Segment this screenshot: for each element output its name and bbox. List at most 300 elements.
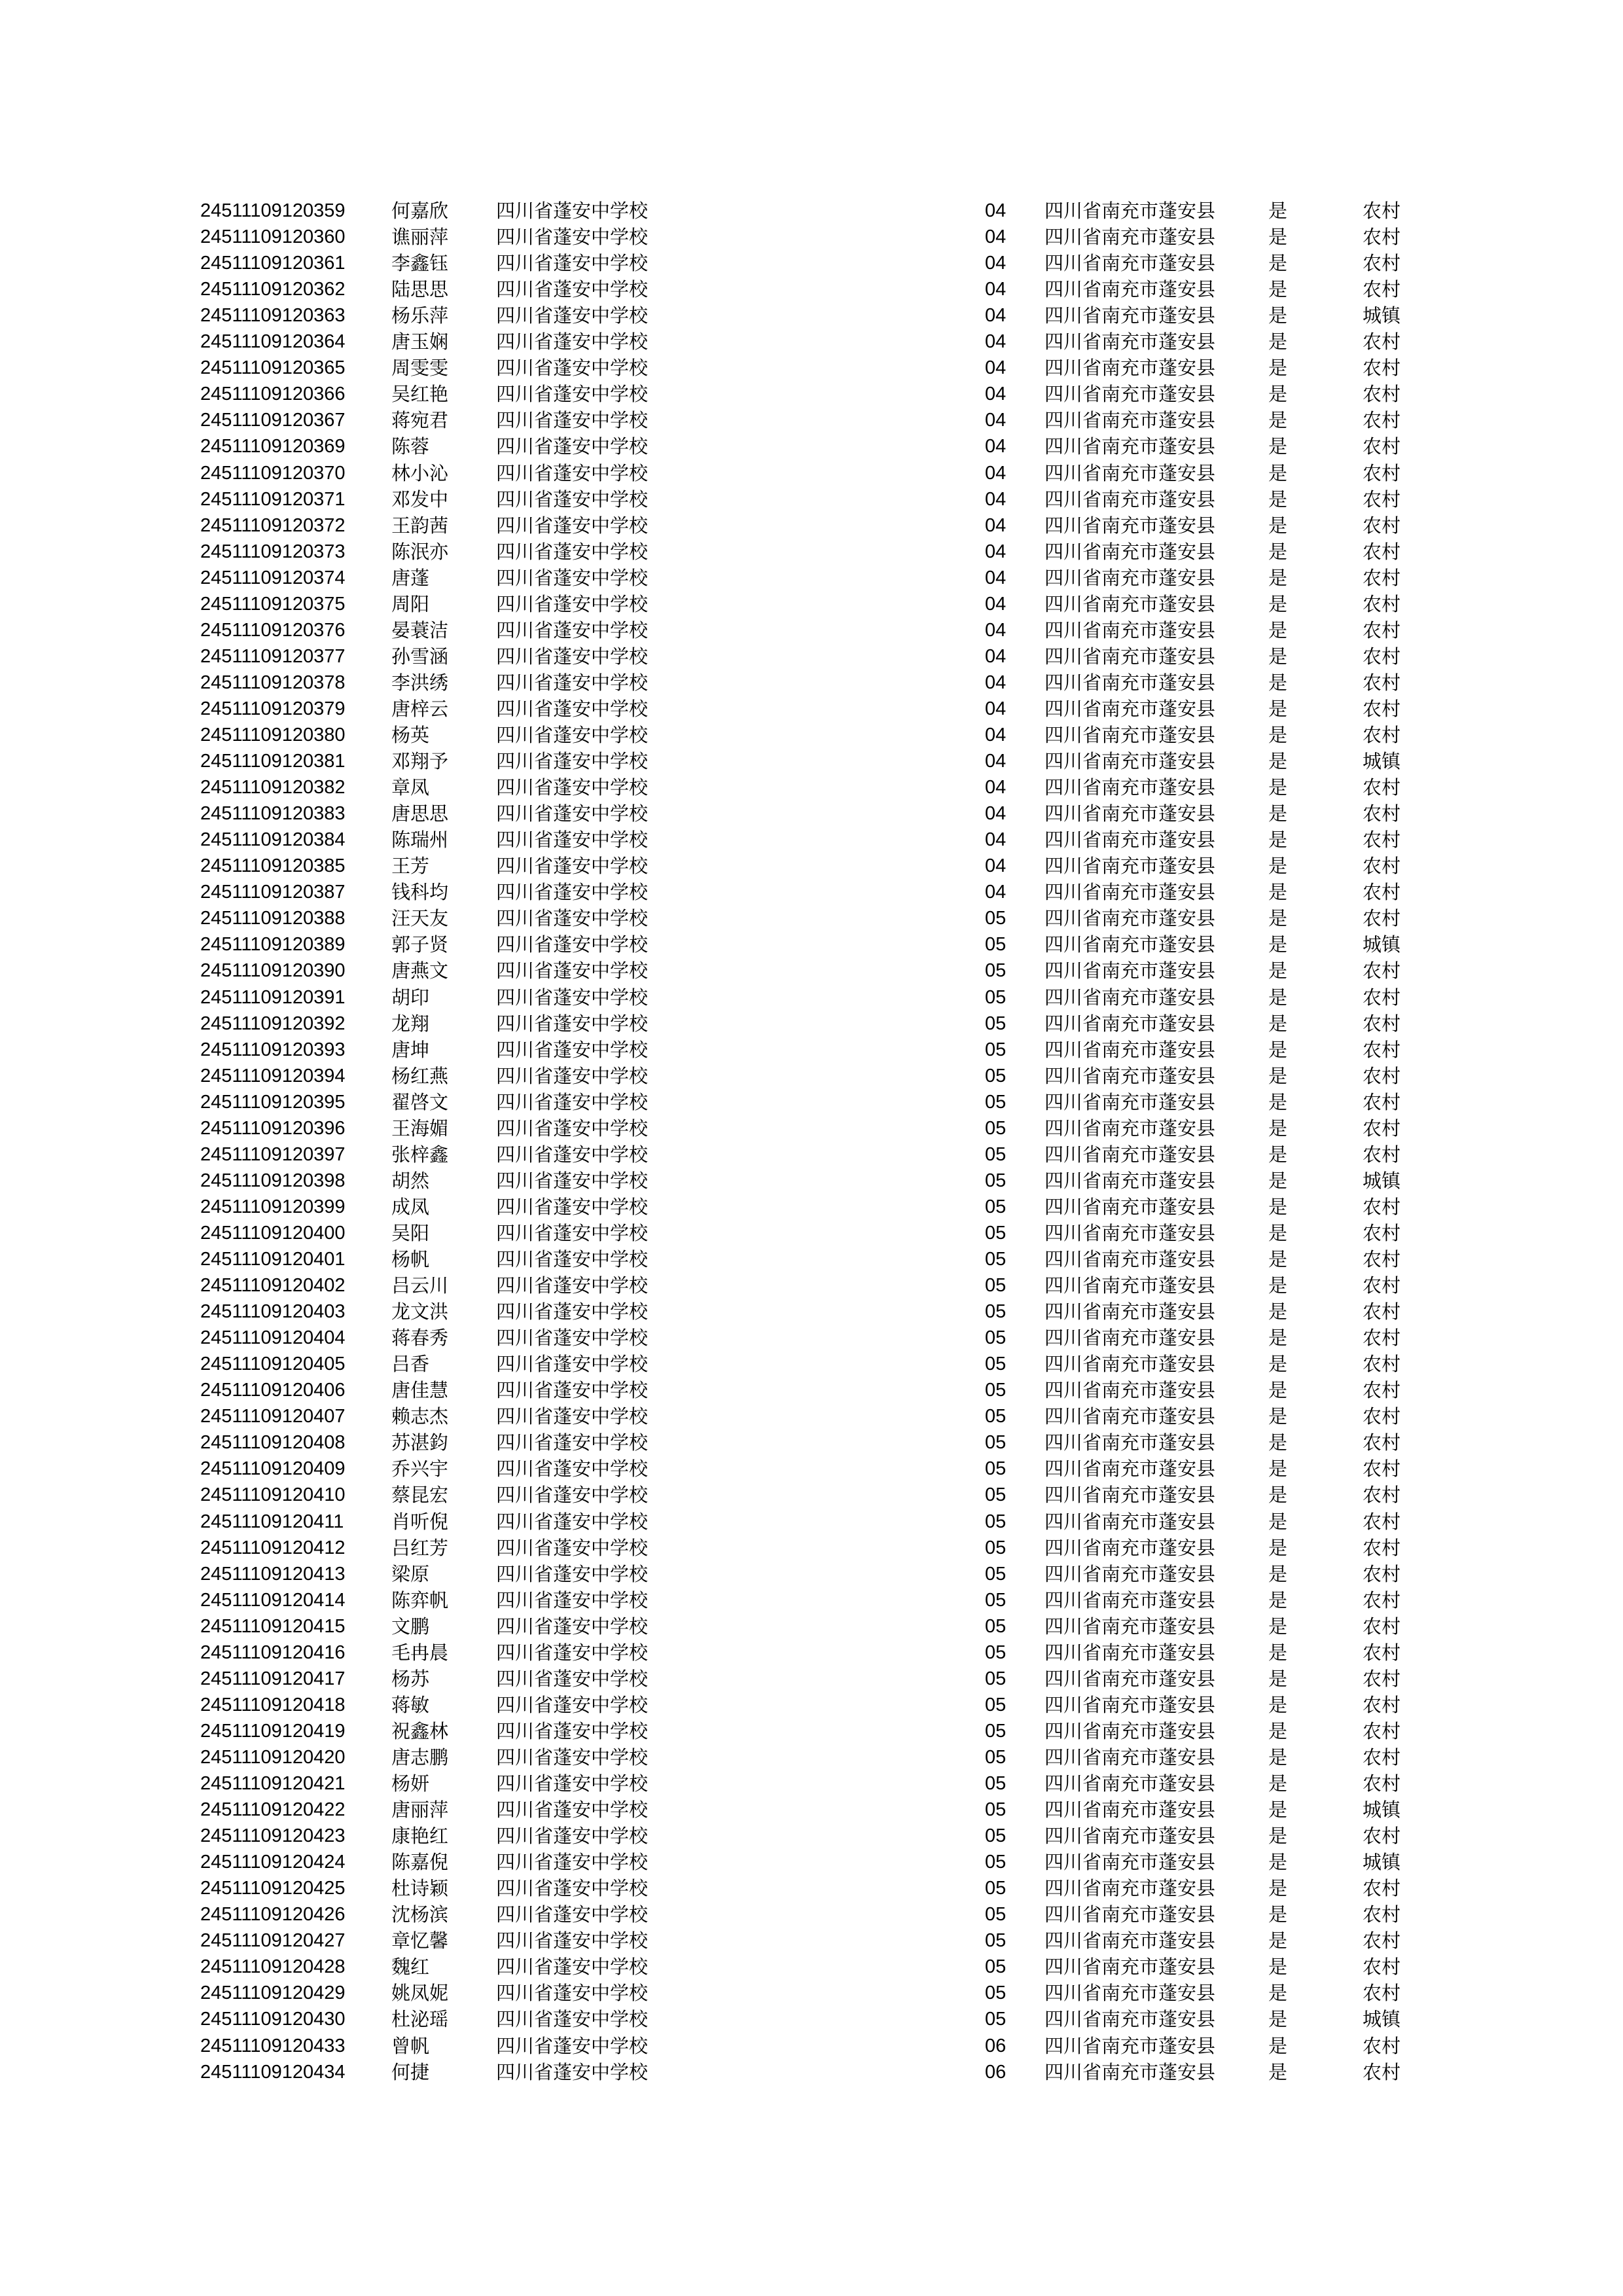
area-type-cell: 农村 (1363, 1746, 1401, 1768)
flag-cell: 是 (1268, 1694, 1288, 1716)
student-id-cell: 24511109120419 (200, 1721, 346, 1742)
region-cell: 四川省南充市蓬安县 (1044, 567, 1216, 589)
table-row (0, 1535, 1623, 1561)
class-code-cell: 04 (985, 410, 1007, 431)
class-code-cell: 05 (985, 1956, 1007, 1977)
flag-cell: 是 (1268, 1039, 1288, 1061)
region-cell: 四川省南充市蓬安县 (1044, 1720, 1216, 1742)
student-id-cell: 24511109120428 (200, 1956, 346, 1977)
region-cell: 四川省南充市蓬安县 (1044, 776, 1216, 798)
student-id-cell: 24511109120391 (200, 987, 346, 1008)
area-type-cell: 农村 (1363, 1589, 1401, 1611)
area-type-cell: 农村 (1363, 1877, 1401, 1899)
student-id-cell: 24511109120380 (200, 725, 346, 745)
school-cell: 四川省蓬安中学校 (496, 2035, 649, 2057)
school-cell: 四川省蓬安中学校 (496, 1851, 649, 1873)
region-cell: 四川省南充市蓬安县 (1044, 331, 1216, 353)
area-type-cell: 农村 (1363, 1982, 1401, 2004)
flag-cell: 是 (1268, 409, 1288, 431)
school-cell: 四川省蓬安中学校 (496, 1772, 649, 1795)
table-row (0, 1456, 1623, 1482)
table-row (0, 931, 1623, 958)
student-id-cell: 24511109120397 (200, 1144, 346, 1165)
table-row (0, 1587, 1623, 1613)
school-cell: 四川省蓬安中学校 (496, 304, 649, 327)
table-row (0, 565, 1623, 591)
region-cell: 四川省南充市蓬安县 (1044, 1274, 1216, 1297)
student-name-cell: 唐佳慧 (391, 1379, 449, 1401)
region-cell: 四川省南充市蓬安县 (1044, 802, 1216, 825)
school-cell: 四川省蓬安中学校 (496, 1641, 649, 1664)
class-code-cell: 04 (985, 436, 1007, 457)
class-code-cell: 05 (985, 1590, 1007, 1611)
student-name-cell: 章忆馨 (391, 1929, 449, 1952)
region-cell: 四川省南充市蓬安县 (1044, 1353, 1216, 1375)
student-id-cell: 24511109120406 (200, 1380, 346, 1401)
class-code-cell: 06 (985, 2036, 1007, 2056)
region-cell: 四川省南充市蓬安县 (1044, 252, 1216, 274)
school-cell: 四川省蓬安中学校 (496, 1117, 649, 1139)
flag-cell: 是 (1268, 619, 1288, 641)
school-cell: 四川省蓬安中学校 (496, 1353, 649, 1375)
student-name-cell: 谯丽萍 (391, 226, 449, 248)
student-id-cell: 24511109120366 (200, 384, 346, 404)
student-id-cell: 24511109120405 (200, 1354, 346, 1374)
school-cell: 四川省蓬安中学校 (496, 829, 649, 851)
student-id-cell: 24511109120399 (200, 1196, 346, 1217)
table-row (0, 1666, 1623, 1692)
table-row (0, 1875, 1623, 1901)
area-type-cell: 农村 (1363, 1013, 1401, 1035)
flag-cell: 是 (1268, 1458, 1288, 1480)
area-type-cell: 农村 (1363, 1458, 1401, 1480)
flag-cell: 是 (1268, 672, 1288, 694)
table-row (0, 1613, 1623, 1640)
area-type-cell: 农村 (1363, 1327, 1401, 1349)
student-name-cell: 张梓鑫 (391, 1143, 449, 1166)
class-code-cell: 05 (985, 1223, 1007, 1244)
table-row (0, 1220, 1623, 1246)
region-cell: 四川省南充市蓬安县 (1044, 1929, 1216, 1952)
class-code-cell: 05 (985, 1904, 1007, 1925)
student-id-cell: 24511109120396 (200, 1118, 346, 1139)
table-row (0, 1141, 1623, 1168)
flag-cell: 是 (1268, 1746, 1288, 1768)
area-type-cell: 农村 (1363, 278, 1401, 300)
flag-cell: 是 (1268, 829, 1288, 851)
area-type-cell: 农村 (1363, 462, 1401, 484)
school-cell: 四川省蓬安中学校 (496, 1065, 649, 1087)
student-id-cell: 24511109120372 (200, 515, 346, 536)
area-type-cell: 城镇 (1363, 1851, 1401, 1873)
student-name-cell: 郭子贤 (391, 933, 449, 956)
school-cell: 四川省蓬安中学校 (496, 1013, 649, 1035)
flag-cell: 是 (1268, 1563, 1288, 1585)
school-cell: 四川省蓬安中学校 (496, 567, 649, 589)
student-name-cell: 杨帆 (391, 1248, 430, 1270)
table-row (0, 1509, 1623, 1535)
area-type-cell: 农村 (1363, 1511, 1401, 1533)
area-type-cell: 农村 (1363, 881, 1401, 903)
class-code-cell: 05 (985, 1406, 1007, 1427)
student-name-cell: 何嘉欣 (391, 200, 449, 222)
area-type-cell: 农村 (1363, 672, 1401, 694)
flag-cell: 是 (1268, 933, 1288, 956)
table-row (0, 1011, 1623, 1037)
school-cell: 四川省蓬安中学校 (496, 933, 649, 956)
flag-cell: 是 (1268, 1641, 1288, 1664)
class-code-cell: 05 (985, 1825, 1007, 1846)
region-cell: 四川省南充市蓬安县 (1044, 1091, 1216, 1113)
region-cell: 四川省南充市蓬安县 (1044, 907, 1216, 929)
region-cell: 四川省南充市蓬安县 (1044, 1851, 1216, 1873)
student-id-cell: 24511109120434 (200, 2062, 346, 2083)
student-id-cell: 24511109120392 (200, 1013, 346, 1034)
area-type-cell: 农村 (1363, 1117, 1401, 1139)
area-type-cell: 农村 (1363, 1222, 1401, 1244)
table-row (0, 1063, 1623, 1089)
student-name-cell: 陈嘉倪 (391, 1851, 449, 1873)
region-cell: 四川省南充市蓬安县 (1044, 1694, 1216, 1716)
flag-cell: 是 (1268, 1300, 1288, 1323)
student-id-cell: 24511109120381 (200, 751, 346, 772)
student-id-cell: 24511109120398 (200, 1170, 346, 1191)
class-code-cell: 04 (985, 594, 1007, 615)
region-cell: 四川省南充市蓬安县 (1044, 1903, 1216, 1926)
student-id-cell: 24511109120408 (200, 1432, 346, 1453)
region-cell: 四川省南充市蓬安县 (1044, 593, 1216, 615)
class-code-cell: 05 (985, 1275, 1007, 1296)
school-cell: 四川省蓬安中学校 (496, 435, 649, 457)
student-name-cell: 杨苏 (391, 1668, 430, 1690)
area-type-cell: 农村 (1363, 357, 1401, 379)
region-cell: 四川省南充市蓬安县 (1044, 960, 1216, 982)
student-name-cell: 赖志杰 (391, 1405, 449, 1427)
school-cell: 四川省蓬安中学校 (496, 357, 649, 379)
student-name-cell: 唐坤 (391, 1039, 430, 1061)
school-cell: 四川省蓬安中学校 (496, 1537, 649, 1559)
class-code-cell: 04 (985, 698, 1007, 719)
class-code-cell: 04 (985, 279, 1007, 300)
flag-cell: 是 (1268, 1982, 1288, 2004)
area-type-cell: 城镇 (1363, 750, 1401, 772)
student-id-cell: 24511109120387 (200, 882, 346, 903)
class-code-cell: 05 (985, 1852, 1007, 1873)
student-id-cell: 24511109120376 (200, 620, 346, 641)
student-id-cell: 24511109120400 (200, 1223, 346, 1244)
region-cell: 四川省南充市蓬安县 (1044, 855, 1216, 877)
region-cell: 四川省南充市蓬安县 (1044, 2061, 1216, 2083)
school-cell: 四川省蓬安中学校 (496, 1222, 649, 1244)
student-name-cell: 李洪绣 (391, 672, 449, 694)
school-cell: 四川省蓬安中学校 (496, 1563, 649, 1585)
student-name-cell: 曾帆 (391, 2035, 430, 2057)
table-row (0, 250, 1623, 276)
school-cell: 四川省蓬安中学校 (496, 1720, 649, 1742)
student-name-cell: 蒋春秀 (391, 1327, 449, 1349)
area-type-cell: 农村 (1363, 1405, 1401, 1427)
area-type-cell: 农村 (1363, 567, 1401, 589)
class-code-cell: 05 (985, 1878, 1007, 1899)
flag-cell: 是 (1268, 1484, 1288, 1506)
area-type-cell: 农村 (1363, 200, 1401, 222)
student-id-cell: 24511109120417 (200, 1668, 346, 1689)
flag-cell: 是 (1268, 1537, 1288, 1559)
table-row (0, 748, 1623, 774)
student-id-cell: 24511109120404 (200, 1327, 346, 1348)
school-cell: 四川省蓬安中学校 (496, 1615, 649, 1638)
region-cell: 四川省南充市蓬安县 (1044, 1170, 1216, 1192)
school-cell: 四川省蓬安中学校 (496, 855, 649, 877)
class-code-cell: 04 (985, 829, 1007, 850)
area-type-cell: 农村 (1363, 383, 1401, 405)
school-cell: 四川省蓬安中学校 (496, 1431, 649, 1454)
region-cell: 四川省南充市蓬安县 (1044, 1746, 1216, 1768)
student-name-cell: 龙翔 (391, 1013, 430, 1035)
class-code-cell: 05 (985, 1039, 1007, 1060)
area-type-cell: 农村 (1363, 1903, 1401, 1926)
table-row (0, 2033, 1623, 2059)
school-cell: 四川省蓬安中学校 (496, 1196, 649, 1218)
area-type-cell: 农村 (1363, 2035, 1401, 2057)
class-code-cell: 05 (985, 1511, 1007, 1532)
area-type-cell: 农村 (1363, 1484, 1401, 1506)
table-row (0, 1561, 1623, 1587)
student-id-cell: 24511109120420 (200, 1747, 346, 1768)
region-cell: 四川省南充市蓬安县 (1044, 1484, 1216, 1506)
flag-cell: 是 (1268, 1379, 1288, 1401)
area-type-cell: 农村 (1363, 1641, 1401, 1664)
student-id-cell: 24511109120401 (200, 1249, 346, 1270)
area-type-cell: 农村 (1363, 776, 1401, 798)
student-name-cell: 翟啓文 (391, 1091, 449, 1113)
student-id-cell: 24511109120423 (200, 1825, 346, 1846)
student-name-cell: 吴红艳 (391, 383, 449, 405)
region-cell: 四川省南充市蓬安县 (1044, 1248, 1216, 1270)
class-code-cell: 04 (985, 489, 1007, 510)
school-cell: 四川省蓬安中学校 (496, 802, 649, 825)
student-name-cell: 陈瑞州 (391, 829, 449, 851)
flag-cell: 是 (1268, 226, 1288, 248)
flag-cell: 是 (1268, 645, 1288, 668)
table-row (0, 1770, 1623, 1797)
area-type-cell: 农村 (1363, 541, 1401, 563)
flag-cell: 是 (1268, 1248, 1288, 1270)
flag-cell: 是 (1268, 1431, 1288, 1454)
school-cell: 四川省蓬安中学校 (496, 1143, 649, 1166)
flag-cell: 是 (1268, 1825, 1288, 1847)
school-cell: 四川省蓬安中学校 (496, 881, 649, 903)
flag-cell: 是 (1268, 1274, 1288, 1297)
student-name-cell: 吕云川 (391, 1274, 449, 1297)
flag-cell: 是 (1268, 1799, 1288, 1821)
table-row (0, 958, 1623, 984)
class-code-cell: 05 (985, 1458, 1007, 1479)
region-cell: 四川省南充市蓬安县 (1044, 488, 1216, 511)
area-type-cell: 农村 (1363, 802, 1401, 825)
flag-cell: 是 (1268, 724, 1288, 746)
class-code-cell: 05 (985, 908, 1007, 929)
school-cell: 四川省蓬安中学校 (496, 1405, 649, 1427)
area-type-cell: 农村 (1363, 226, 1401, 248)
area-type-cell: 农村 (1363, 1039, 1401, 1061)
class-code-cell: 06 (985, 2062, 1007, 2083)
class-code-cell: 04 (985, 646, 1007, 667)
flag-cell: 是 (1268, 435, 1288, 457)
table-row (0, 539, 1623, 565)
area-type-cell: 农村 (1363, 409, 1401, 431)
school-cell: 四川省蓬安中学校 (496, 200, 649, 222)
region-cell: 四川省南充市蓬安县 (1044, 1117, 1216, 1139)
flag-cell: 是 (1268, 1929, 1288, 1952)
flag-cell: 是 (1268, 1903, 1288, 1926)
region-cell: 四川省南充市蓬安县 (1044, 750, 1216, 772)
student-name-cell: 邓翔予 (391, 750, 449, 772)
student-name-cell: 吴阳 (391, 1222, 430, 1244)
table-row (0, 1299, 1623, 1325)
class-code-cell: 05 (985, 934, 1007, 955)
school-cell: 四川省蓬安中学校 (496, 2061, 649, 2083)
school-cell: 四川省蓬安中学校 (496, 1982, 649, 2004)
class-code-cell: 04 (985, 305, 1007, 326)
region-cell: 四川省南充市蓬安县 (1044, 1511, 1216, 1533)
area-type-cell: 农村 (1363, 724, 1401, 746)
region-cell: 四川省南充市蓬安县 (1044, 304, 1216, 327)
region-cell: 四川省南充市蓬安县 (1044, 1615, 1216, 1638)
table-row (0, 1823, 1623, 1849)
student-name-cell: 李鑫钰 (391, 252, 449, 274)
table-row (0, 670, 1623, 696)
table-row (0, 302, 1623, 329)
area-type-cell: 农村 (1363, 2061, 1401, 2083)
school-cell: 四川省蓬安中学校 (496, 1929, 649, 1952)
school-cell: 四川省蓬安中学校 (496, 462, 649, 484)
student-id-cell: 24511109120416 (200, 1642, 346, 1663)
region-cell: 四川省南充市蓬安县 (1044, 226, 1216, 248)
class-code-cell: 05 (985, 1249, 1007, 1270)
student-name-cell: 邓发中 (391, 488, 449, 511)
table-row (0, 1377, 1623, 1403)
class-code-cell: 05 (985, 1799, 1007, 1820)
student-id-cell: 24511109120414 (200, 1590, 346, 1611)
region-cell: 四川省南充市蓬安县 (1044, 1668, 1216, 1690)
area-type-cell: 农村 (1363, 1694, 1401, 1716)
region-cell: 四川省南充市蓬安县 (1044, 698, 1216, 720)
student-id-cell: 24511109120402 (200, 1275, 346, 1296)
table-row (0, 827, 1623, 853)
flag-cell: 是 (1268, 2035, 1288, 2057)
school-cell: 四川省蓬安中学校 (496, 409, 649, 431)
table-row (0, 1640, 1623, 1666)
area-type-cell: 农村 (1363, 1772, 1401, 1795)
student-id-cell: 24511109120384 (200, 829, 346, 850)
area-type-cell: 农村 (1363, 1668, 1401, 1690)
region-cell: 四川省南充市蓬安县 (1044, 1039, 1216, 1061)
student-id-cell: 24511109120379 (200, 698, 346, 719)
school-cell: 四川省蓬安中学校 (496, 1589, 649, 1611)
table-row (0, 276, 1623, 302)
table-row (0, 1089, 1623, 1115)
school-cell: 四川省蓬安中学校 (496, 1484, 649, 1506)
table-row (0, 198, 1623, 224)
class-code-cell: 05 (985, 1327, 1007, 1348)
area-type-cell: 农村 (1363, 514, 1401, 537)
flag-cell: 是 (1268, 462, 1288, 484)
region-cell: 四川省南充市蓬安县 (1044, 383, 1216, 405)
table-row (0, 905, 1623, 931)
region-cell: 四川省南充市蓬安县 (1044, 1825, 1216, 1847)
class-code-cell: 04 (985, 882, 1007, 903)
table-row (0, 591, 1623, 617)
school-cell: 四川省蓬安中学校 (496, 1668, 649, 1690)
student-id-cell: 24511109120367 (200, 410, 346, 431)
class-code-cell: 04 (985, 384, 1007, 404)
student-name-cell: 唐志鹏 (391, 1746, 449, 1768)
class-code-cell: 05 (985, 1301, 1007, 1322)
student-id-cell: 24511109120430 (200, 2009, 346, 2030)
region-cell: 四川省南充市蓬安县 (1044, 1982, 1216, 2004)
school-cell: 四川省蓬安中学校 (496, 1799, 649, 1821)
area-type-cell: 农村 (1363, 855, 1401, 877)
region-cell: 四川省南充市蓬安县 (1044, 462, 1216, 484)
flag-cell: 是 (1268, 1877, 1288, 1899)
student-id-cell: 24511109120359 (200, 200, 346, 221)
flag-cell: 是 (1268, 1720, 1288, 1742)
student-id-cell: 24511109120385 (200, 855, 346, 876)
region-cell: 四川省南充市蓬安县 (1044, 2008, 1216, 2030)
class-code-cell: 05 (985, 1747, 1007, 1768)
student-name-cell: 杨英 (391, 724, 430, 746)
flag-cell: 是 (1268, 567, 1288, 589)
class-code-cell: 04 (985, 567, 1007, 588)
table-row (0, 1403, 1623, 1429)
flag-cell: 是 (1268, 383, 1288, 405)
student-name-cell: 唐丽萍 (391, 1799, 449, 1821)
table-row (0, 984, 1623, 1011)
flag-cell: 是 (1268, 1405, 1288, 1427)
school-cell: 四川省蓬安中学校 (496, 1091, 649, 1113)
class-code-cell: 05 (985, 960, 1007, 981)
table-row (0, 774, 1623, 800)
school-cell: 四川省蓬安中学校 (496, 1825, 649, 1847)
flag-cell: 是 (1268, 200, 1288, 222)
area-type-cell: 农村 (1363, 907, 1401, 929)
region-cell: 四川省南充市蓬安县 (1044, 1379, 1216, 1401)
area-type-cell: 农村 (1363, 1300, 1401, 1323)
school-cell: 四川省蓬安中学校 (496, 724, 649, 746)
area-type-cell: 农村 (1363, 1353, 1401, 1375)
school-cell: 四川省蓬安中学校 (496, 1956, 649, 1978)
student-id-cell: 24511109120370 (200, 463, 346, 484)
student-id-cell: 24511109120377 (200, 646, 346, 667)
table-row (0, 1115, 1623, 1141)
table-row (0, 2006, 1623, 2032)
flag-cell: 是 (1268, 1091, 1288, 1113)
student-id-cell: 24511109120394 (200, 1066, 346, 1086)
student-name-cell: 梁原 (391, 1563, 430, 1585)
student-name-cell: 肖听倪 (391, 1511, 449, 1533)
flag-cell: 是 (1268, 1956, 1288, 1978)
student-id-cell: 24511109120360 (200, 226, 346, 247)
student-id-cell: 24511109120409 (200, 1458, 346, 1479)
student-id-cell: 24511109120365 (200, 357, 346, 378)
student-name-cell: 唐蓬 (391, 567, 430, 589)
region-cell: 四川省南充市蓬安县 (1044, 645, 1216, 668)
student-name-cell: 孙雪涵 (391, 645, 449, 668)
table-row (0, 486, 1623, 512)
region-cell: 四川省南充市蓬安县 (1044, 357, 1216, 379)
student-id-cell: 24511109120413 (200, 1564, 346, 1585)
